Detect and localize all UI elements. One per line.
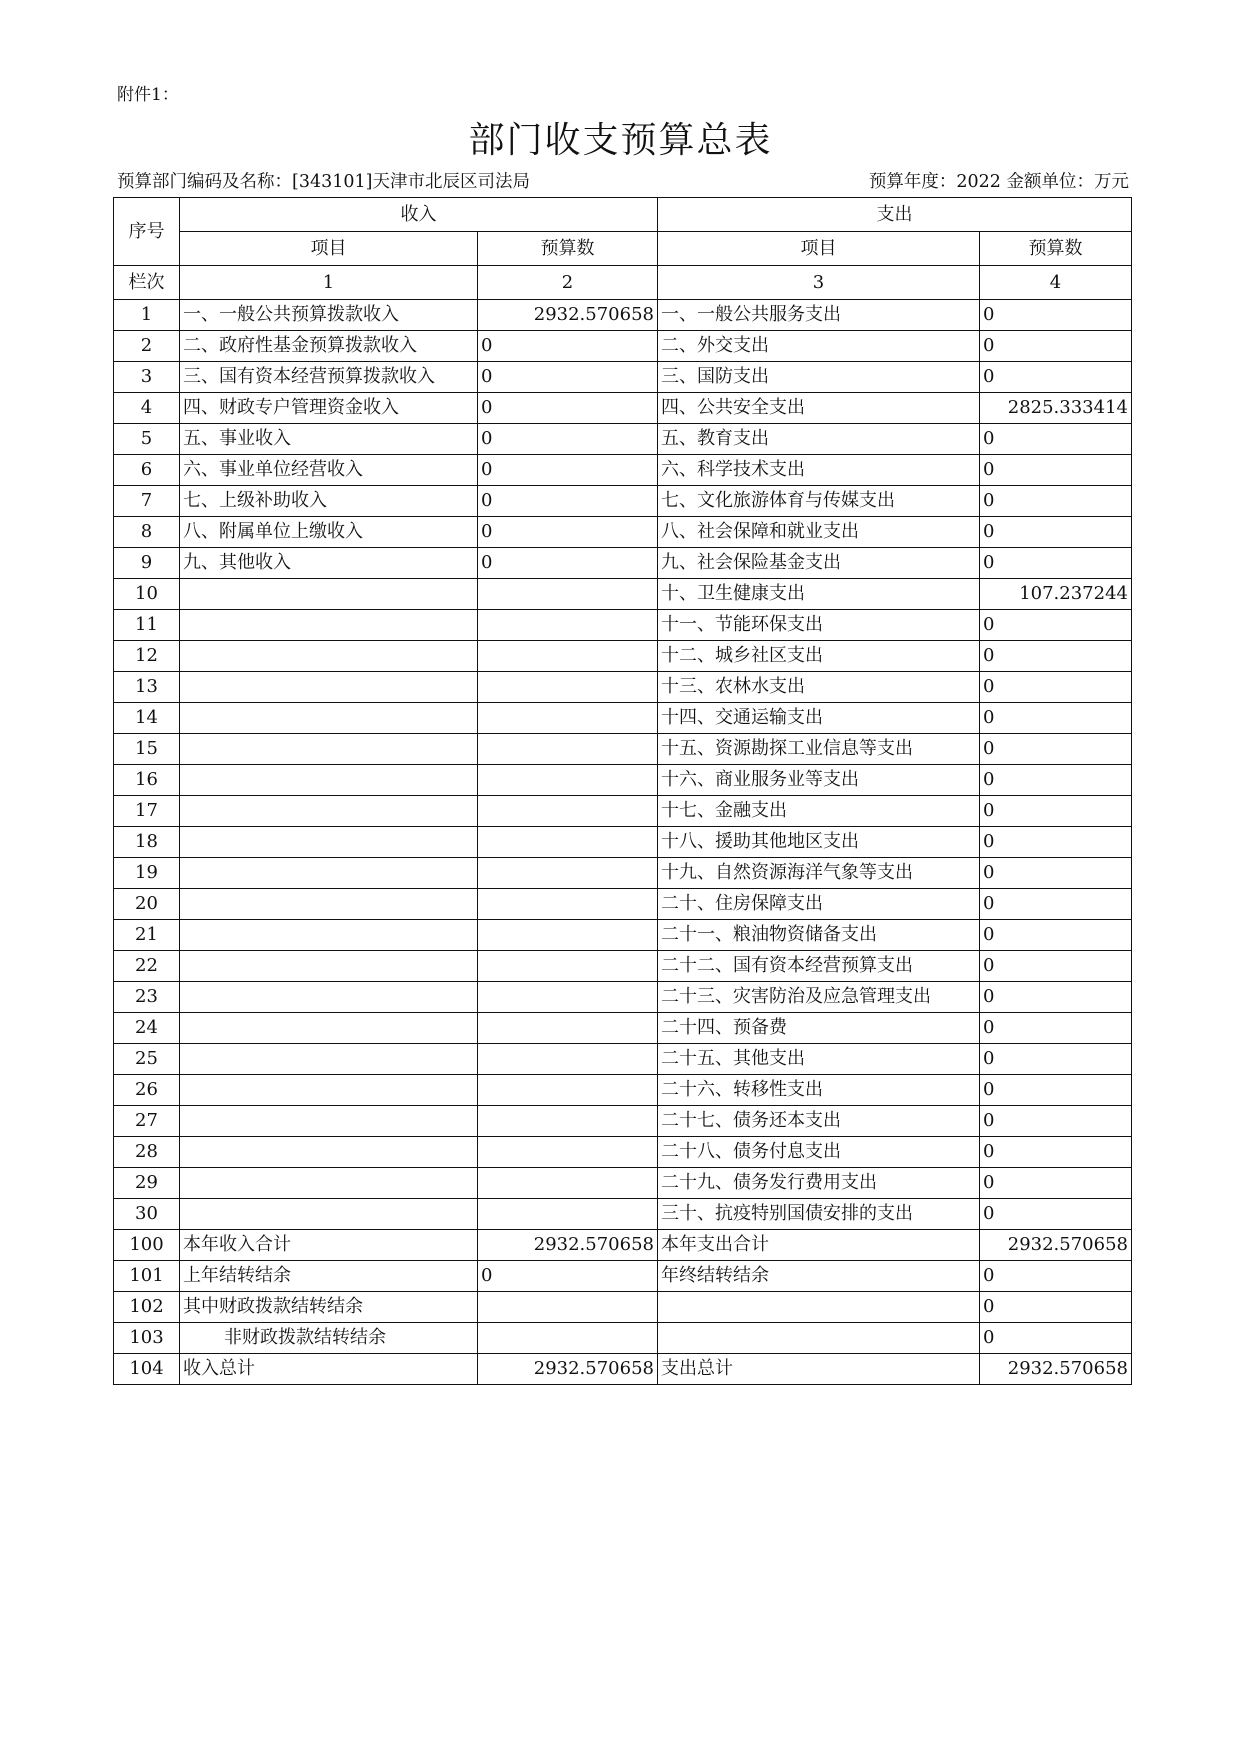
- expense-budget: 0: [980, 455, 1132, 486]
- row-number: 6: [114, 455, 180, 486]
- expense-budget: 2932.570658: [980, 1354, 1132, 1385]
- row-number: 26: [114, 1075, 180, 1106]
- table-row: [114, 1261, 1132, 1292]
- table-row: [114, 951, 1132, 982]
- expense-budget: 0: [980, 1137, 1132, 1168]
- row-number: 10: [114, 579, 180, 610]
- table-row: [114, 1354, 1132, 1385]
- expense-item: 本年支出合计: [658, 1230, 980, 1261]
- row-number: 5: [114, 424, 180, 455]
- table-row: [114, 889, 1132, 920]
- income-item: 收入总计: [180, 1354, 478, 1385]
- expense-item: 二十八、债务付息支出: [658, 1137, 980, 1168]
- income-item: 一、一般公共预算拨款收入: [180, 300, 478, 331]
- table-row: [114, 920, 1132, 951]
- income-item: [180, 610, 478, 641]
- income-item: [180, 579, 478, 610]
- income-budget: 0: [478, 393, 658, 424]
- expense-budget: 0: [980, 951, 1132, 982]
- income-budget: [478, 765, 658, 796]
- row-number: 15: [114, 734, 180, 765]
- income-budget: [478, 1323, 658, 1354]
- row-number: 18: [114, 827, 180, 858]
- income-item: 四、财政专户管理资金收入: [180, 393, 478, 424]
- income-item: 其中财政拨款结转结余: [180, 1292, 478, 1323]
- expense-item: [658, 1292, 980, 1323]
- income-item: 六、事业单位经营收入: [180, 455, 478, 486]
- income-budget: [478, 1013, 658, 1044]
- table-row: [114, 610, 1132, 641]
- expense-item: 一、一般公共服务支出: [658, 300, 980, 331]
- row-number: 30: [114, 1199, 180, 1230]
- income-budget: [478, 1292, 658, 1323]
- table-row: [114, 765, 1132, 796]
- table-row: [114, 641, 1132, 672]
- expense-item: 二十、住房保障支出: [658, 889, 980, 920]
- expense-budget: 0: [980, 982, 1132, 1013]
- income-item: [180, 703, 478, 734]
- department-info: 预算部门编码及名称：[343101]天津市北辰区司法局: [117, 172, 530, 192]
- income-item: [180, 641, 478, 672]
- expense-item: 二十六、转移性支出: [658, 1075, 980, 1106]
- expense-budget: 0: [980, 424, 1132, 455]
- income-budget: 0: [478, 1261, 658, 1292]
- income-budget: 0: [478, 486, 658, 517]
- income-item: [180, 982, 478, 1013]
- row-number: 9: [114, 548, 180, 579]
- column-index-4: 4: [980, 266, 1132, 300]
- header-expense-item: 项目: [658, 232, 980, 266]
- expense-item: 六、科学技术支出: [658, 455, 980, 486]
- table-row: [114, 517, 1132, 548]
- expense-budget: 0: [980, 1044, 1132, 1075]
- expense-item: 二十九、债务发行费用支出: [658, 1168, 980, 1199]
- expense-item: 十一、节能环保支出: [658, 610, 980, 641]
- income-budget: [478, 858, 658, 889]
- row-number: 12: [114, 641, 180, 672]
- income-budget: [478, 1075, 658, 1106]
- expense-budget: 2932.570658: [980, 1230, 1132, 1261]
- table-row: [114, 1292, 1132, 1323]
- expense-budget: 0: [980, 548, 1132, 579]
- row-number: 101: [114, 1261, 180, 1292]
- table-row: [114, 858, 1132, 889]
- table-row: [114, 982, 1132, 1013]
- expense-item: 五、教育支出: [658, 424, 980, 455]
- header-expense: 支出: [658, 198, 1132, 232]
- table-body: [114, 300, 1132, 1385]
- expense-item: 支出总计: [658, 1354, 980, 1385]
- row-number: 19: [114, 858, 180, 889]
- expense-budget: 0: [980, 1106, 1132, 1137]
- expense-item: 四、公共安全支出: [658, 393, 980, 424]
- table-row: [114, 548, 1132, 579]
- income-item: [180, 765, 478, 796]
- income-budget: [478, 1106, 658, 1137]
- expense-item: 十三、农林水支出: [658, 672, 980, 703]
- expense-item: 十四、交通运输支出: [658, 703, 980, 734]
- row-number: 11: [114, 610, 180, 641]
- table-row: [114, 1044, 1132, 1075]
- income-item: 七、上级补助收入: [180, 486, 478, 517]
- row-number: 25: [114, 1044, 180, 1075]
- expense-budget: 0: [980, 517, 1132, 548]
- expense-item: 三、国防支出: [658, 362, 980, 393]
- expense-budget: 0: [980, 331, 1132, 362]
- row-number: 3: [114, 362, 180, 393]
- income-budget: [478, 796, 658, 827]
- row-number: 16: [114, 765, 180, 796]
- expense-item: 十、卫生健康支出: [658, 579, 980, 610]
- income-item: [180, 951, 478, 982]
- expense-item: 二十二、国有资本经营预算支出: [658, 951, 980, 982]
- expense-budget: 0: [980, 827, 1132, 858]
- table-header: [114, 198, 1132, 300]
- expense-item: 二十七、债务还本支出: [658, 1106, 980, 1137]
- row-number: 17: [114, 796, 180, 827]
- row-number: 103: [114, 1323, 180, 1354]
- expense-budget: 0: [980, 1199, 1132, 1230]
- expense-item: 十九、自然资源海洋气象等支出: [658, 858, 980, 889]
- table-row: [114, 1323, 1132, 1354]
- table-row: [114, 300, 1132, 331]
- income-budget: 0: [478, 517, 658, 548]
- expense-item: 二十一、粮油物资储备支出: [658, 920, 980, 951]
- row-number: 102: [114, 1292, 180, 1323]
- expense-item: 二十五、其他支出: [658, 1044, 980, 1075]
- row-number: 21: [114, 920, 180, 951]
- row-number: 1: [114, 300, 180, 331]
- income-budget: 0: [478, 455, 658, 486]
- row-number: 100: [114, 1230, 180, 1261]
- income-budget: [478, 610, 658, 641]
- income-budget: 0: [478, 548, 658, 579]
- row-number: 13: [114, 672, 180, 703]
- income-item: 上年结转结余: [180, 1261, 478, 1292]
- row-number: 29: [114, 1168, 180, 1199]
- income-budget: [478, 920, 658, 951]
- income-budget: [478, 982, 658, 1013]
- income-item: [180, 827, 478, 858]
- expense-budget: 0: [980, 1168, 1132, 1199]
- header-income-item: 项目: [180, 232, 478, 266]
- table-row: [114, 362, 1132, 393]
- income-budget: 2932.570658: [478, 300, 658, 331]
- row-number: 22: [114, 951, 180, 982]
- income-budget: [478, 827, 658, 858]
- row-number: 27: [114, 1106, 180, 1137]
- income-item: 八、附属单位上缴收入: [180, 517, 478, 548]
- expense-budget: 0: [980, 610, 1132, 641]
- expense-item: 七、文化旅游体育与传媒支出: [658, 486, 980, 517]
- income-item: [180, 734, 478, 765]
- table-row: [114, 1137, 1132, 1168]
- expense-item: 十二、城乡社区支出: [658, 641, 980, 672]
- expense-budget: 107.237244: [980, 579, 1132, 610]
- row-number: 23: [114, 982, 180, 1013]
- expense-budget: 2825.333414: [980, 393, 1132, 424]
- table-row: [114, 486, 1132, 517]
- income-budget: [478, 1137, 658, 1168]
- column-index-2: 2: [478, 266, 658, 300]
- expense-budget: 0: [980, 734, 1132, 765]
- header-expense-budget: 预算数: [980, 232, 1132, 266]
- expense-item: 二十三、灾害防治及应急管理支出: [658, 982, 980, 1013]
- table-row: [114, 1168, 1132, 1199]
- expense-budget: 0: [980, 1013, 1132, 1044]
- income-budget: 0: [478, 424, 658, 455]
- income-item: [180, 1075, 478, 1106]
- income-item: [180, 1044, 478, 1075]
- income-budget: [478, 579, 658, 610]
- expense-budget: 0: [980, 300, 1132, 331]
- expense-budget: 0: [980, 1323, 1132, 1354]
- income-budget: [478, 1044, 658, 1075]
- page-title: 部门收支预算总表: [468, 120, 773, 161]
- expense-item: 三十、抗疫特别国债安排的支出: [658, 1199, 980, 1230]
- table-row: [114, 393, 1132, 424]
- expense-budget: 0: [980, 1075, 1132, 1106]
- row-number: 24: [114, 1013, 180, 1044]
- income-budget: [478, 889, 658, 920]
- income-item: 非财政拨款结转结余: [180, 1323, 478, 1354]
- expense-budget: 0: [980, 765, 1132, 796]
- table-row: [114, 827, 1132, 858]
- income-budget: [478, 734, 658, 765]
- row-number: 104: [114, 1354, 180, 1385]
- expense-budget: 0: [980, 796, 1132, 827]
- table-row: [114, 1013, 1132, 1044]
- column-index-1: 1: [180, 266, 478, 300]
- header-income: 收入: [180, 198, 658, 232]
- header-seq: 序号: [114, 198, 180, 266]
- income-item: [180, 1168, 478, 1199]
- income-budget: 2932.570658: [478, 1230, 658, 1261]
- row-number: 2: [114, 331, 180, 362]
- table-row: [114, 734, 1132, 765]
- row-number: 14: [114, 703, 180, 734]
- table-row: [114, 455, 1132, 486]
- expense-budget: 0: [980, 1261, 1132, 1292]
- expense-item: 十六、商业服务业等支出: [658, 765, 980, 796]
- income-budget: [478, 672, 658, 703]
- expense-budget: 0: [980, 703, 1132, 734]
- expense-item: 九、社会保险基金支出: [658, 548, 980, 579]
- table-row: [114, 331, 1132, 362]
- expense-item: 二、外交支出: [658, 331, 980, 362]
- row-number: 8: [114, 517, 180, 548]
- expense-budget: 0: [980, 1292, 1132, 1323]
- income-budget: 0: [478, 362, 658, 393]
- table-row: [114, 1075, 1132, 1106]
- attachment-label: 附件1：: [117, 85, 179, 105]
- expense-item: 二十四、预备费: [658, 1013, 980, 1044]
- income-item: 本年收入合计: [180, 1230, 478, 1261]
- income-budget: 2932.570658: [478, 1354, 658, 1385]
- year-and-unit: 预算年度：2022 金额单位：万元: [868, 172, 1129, 192]
- table-row: [114, 1106, 1132, 1137]
- row-number: 7: [114, 486, 180, 517]
- income-item: [180, 920, 478, 951]
- expense-budget: 0: [980, 920, 1132, 951]
- expense-item: 八、社会保障和就业支出: [658, 517, 980, 548]
- expense-budget: 0: [980, 486, 1132, 517]
- expense-budget: 0: [980, 672, 1132, 703]
- table-row: [114, 424, 1132, 455]
- income-budget: [478, 641, 658, 672]
- income-item: 九、其他收入: [180, 548, 478, 579]
- expense-budget: 0: [980, 858, 1132, 889]
- income-item: 三、国有资本经营预算拨款收入: [180, 362, 478, 393]
- table-row: [114, 579, 1132, 610]
- income-item: 五、事业收入: [180, 424, 478, 455]
- expense-item: [658, 1323, 980, 1354]
- row-number: 20: [114, 889, 180, 920]
- income-item: [180, 889, 478, 920]
- income-budget: 0: [478, 331, 658, 362]
- income-item: [180, 1106, 478, 1137]
- expense-budget: 0: [980, 641, 1132, 672]
- expense-item: 年终结转结余: [658, 1261, 980, 1292]
- header-income-budget: 预算数: [478, 232, 658, 266]
- income-item: [180, 1013, 478, 1044]
- table-row: [114, 1230, 1132, 1261]
- expense-item: 十七、金融支出: [658, 796, 980, 827]
- expense-budget: 0: [980, 889, 1132, 920]
- income-item: [180, 796, 478, 827]
- budget-table: [113, 197, 1132, 1385]
- table-row: [114, 672, 1132, 703]
- table-row: [114, 1199, 1132, 1230]
- expense-budget: 0: [980, 362, 1132, 393]
- income-item: [180, 672, 478, 703]
- income-budget: [478, 951, 658, 982]
- column-index-3: 3: [658, 266, 980, 300]
- row-number: 28: [114, 1137, 180, 1168]
- expense-item: 十五、资源勘探工业信息等支出: [658, 734, 980, 765]
- income-budget: [478, 1168, 658, 1199]
- income-item: [180, 1199, 478, 1230]
- row-number: 4: [114, 393, 180, 424]
- expense-item: 十八、援助其他地区支出: [658, 827, 980, 858]
- income-item: [180, 858, 478, 889]
- income-item: 二、政府性基金预算拨款收入: [180, 331, 478, 362]
- table-row: [114, 796, 1132, 827]
- income-item: [180, 1137, 478, 1168]
- income-budget: [478, 1199, 658, 1230]
- income-budget: [478, 703, 658, 734]
- column-index-label: 栏次: [114, 266, 180, 300]
- table-row: [114, 703, 1132, 734]
